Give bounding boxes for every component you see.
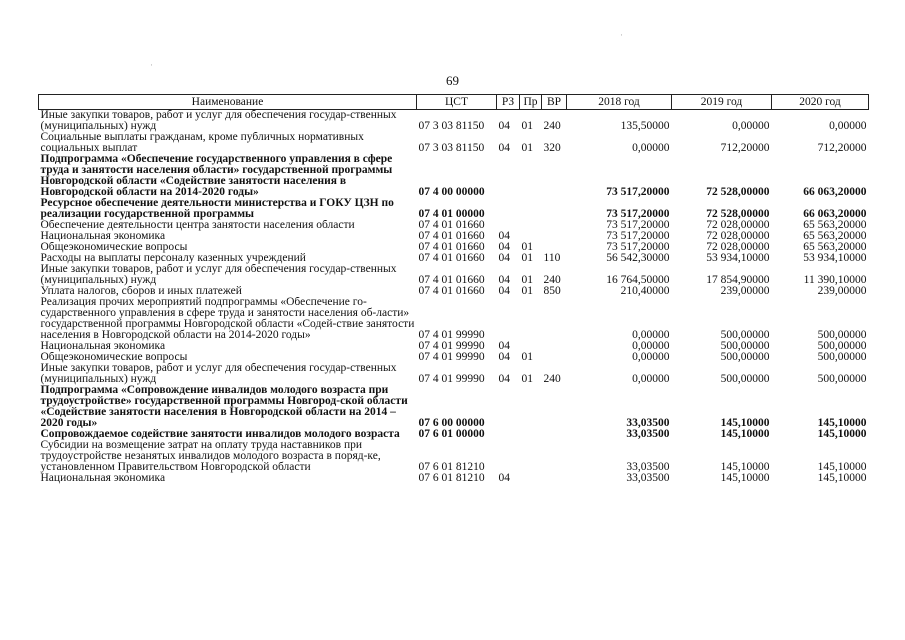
cell-rz: 04 — [498, 373, 510, 385]
cell-y2020: 145,10000 — [817, 417, 867, 429]
table-header-row — [39, 95, 869, 110]
cell-y2018: 56 542,30000 — [606, 253, 670, 264]
cell-name: Национальная экономика — [40, 473, 166, 484]
cell-y2019: 239,00000 — [720, 286, 770, 297]
cell-cst: 07 4 01 01660 — [418, 286, 485, 297]
cell-cst: 07 3 03 81150 — [418, 142, 485, 154]
cell-rz — [497, 154, 520, 198]
cell-rz: 04 — [498, 352, 510, 363]
cell-y2020: 500,00000 — [817, 341, 867, 352]
table-row — [39, 286, 869, 297]
cell-vr: 240 — [543, 373, 561, 385]
cell-name: Обеспечение деятельности центра занятости населения области — [40, 220, 355, 231]
cell-rz: 04 — [498, 142, 510, 154]
table-row — [39, 352, 869, 363]
header-rz: РЗ — [497, 95, 520, 110]
cell-cst: 07 3 03 81150 — [418, 120, 485, 132]
cell-y2018: 135,50000 — [620, 120, 670, 132]
cell-cst: 07 4 01 99990 — [418, 373, 485, 385]
cell-y2020: 53 934,10000 — [803, 253, 867, 264]
cell-name: Реализация прочих мероприятий подпрограммы «Обеспечение го-сударственного управления в сфере труда и занятости населения об-ласти» государственной программы Новгородской области «Содей-ствие занятости населения в Новгородской области на 2014-2020 годы» — [40, 297, 415, 341]
cell-rz — [497, 385, 520, 429]
table-row — [39, 253, 869, 264]
cell-name: Иные закупки товаров, работ и услуг для обеспечения государ-ственных (муниципальных) нужд — [40, 264, 397, 286]
cell-cst: 07 4 00 00000 — [418, 186, 485, 198]
cell-y2018: 73 517,20000 — [606, 186, 670, 198]
cell-y2019: 500,00000 — [720, 373, 770, 385]
cell-y2020: 66 063,20000 — [803, 208, 867, 220]
cell-rz: 04 — [498, 231, 510, 242]
cell-y2020: 65 563,20000 — [803, 220, 867, 231]
cell-y2019: 500,00000 — [720, 329, 770, 341]
cell-name: Национальная экономика — [40, 341, 166, 352]
cell-name: Подпрограмма «Обеспечение государственного управления в сфере труда и занятости населения области» государственной программы Новгородской области «Содействие занятости населения в Новгородской области на 2014-2020 годы» — [40, 154, 393, 198]
cell-name: Иные закупки товаров, работ и услуг для обеспечения государ-ственных (муниципальных) нужд — [40, 109, 397, 132]
cell-cst: 07 6 00 00000 — [418, 417, 485, 429]
table-row — [39, 231, 869, 242]
cell-vr: 320 — [543, 142, 561, 154]
cell-rz: 04 — [498, 286, 510, 297]
cell-name: Уплата налогов, сборов и иных платежей — [40, 286, 242, 297]
cell-name: Субсидии на возмещение затрат на оплату труда наставников при трудоустройстве незанятых инвалидов молодого возраста в поряд-ке, установленном Правительством Новгородской области — [40, 440, 381, 473]
cell-y2020: 145,10000 — [817, 429, 867, 440]
cell-cst: 07 4 01 01660 — [418, 253, 485, 264]
header-2020: 2020 год — [772, 95, 869, 110]
cell-y2019: 72 028,00000 — [706, 231, 770, 242]
cell-pr: 01 — [521, 142, 533, 154]
cell-y2019: 145,10000 — [720, 461, 770, 473]
cell-name: Ресурсное обеспечение деятельности министерства и ГОКУ ЦЗН по реализации государственной программы — [40, 198, 394, 220]
table-row — [39, 473, 869, 484]
table-row — [39, 341, 869, 352]
cell-y2018: 16 764,50000 — [606, 274, 670, 286]
cell-name: Расходы на выплаты персоналу казенных учреждений — [40, 253, 306, 264]
page-number: 69 — [446, 73, 459, 88]
cell-pr — [520, 440, 542, 473]
cell-rz: 04 — [498, 242, 510, 253]
table-row — [39, 363, 869, 385]
header-2018: 2018 год — [567, 95, 672, 110]
cell-vr: 850 — [543, 286, 561, 297]
cell-y2020: 145,10000 — [817, 461, 867, 473]
cell-pr: 01 — [521, 274, 533, 286]
cell-y2020: 500,00000 — [817, 352, 867, 363]
cell-name: Сопровождаемое содействие занятости инвалидов молодого возраста — [40, 429, 400, 440]
cell-vr: 110 — [543, 253, 561, 264]
cell-pr — [520, 429, 542, 440]
cell-y2020: 239,00000 — [817, 286, 867, 297]
table-row — [39, 110, 869, 133]
table-row — [39, 264, 869, 286]
cell-pr: 01 — [521, 253, 533, 264]
cell-cst: 07 6 01 00000 — [418, 429, 485, 440]
scan-mark: · — [150, 60, 153, 70]
cell-name: Общеэкономические вопросы — [40, 242, 188, 253]
cell-y2018: 33,03500 — [626, 461, 670, 473]
cell-pr — [520, 341, 542, 352]
cell-y2018: 73 517,20000 — [606, 208, 670, 220]
header-cst: ЦСТ — [417, 95, 497, 110]
cell-rz — [497, 429, 520, 440]
cell-vr — [542, 473, 567, 484]
cell-y2019: 500,00000 — [720, 352, 770, 363]
cell-y2018: 0,00000 — [632, 341, 670, 352]
cell-rz: 04 — [498, 253, 510, 264]
cell-cst: 07 4 01 99990 — [418, 329, 485, 341]
header-2019: 2019 год — [672, 95, 772, 110]
cell-y2018: 33,03500 — [626, 429, 670, 440]
cell-y2018: 0,00000 — [632, 142, 670, 154]
cell-pr — [520, 220, 542, 231]
cell-pr — [520, 154, 542, 198]
cell-name: Подпрограмма «Сопровождение инвалидов молодого возраста при трудоустройстве» государственной программы Новгород-ской области «Содействие занятости населения в Новгородской области на 2014 – 2020 годы» — [40, 385, 408, 429]
cell-cst: 07 4 01 99990 — [418, 341, 485, 352]
budget-table — [38, 94, 869, 484]
cell-name: Общеэкономические вопросы — [40, 352, 188, 363]
cell-cst: 07 4 01 01660 — [418, 242, 485, 253]
header-pr: Пр — [520, 95, 542, 110]
cell-vr — [542, 231, 567, 242]
table-row — [39, 198, 869, 220]
table-row — [39, 132, 869, 154]
table-row — [39, 440, 869, 473]
cell-pr: 01 — [521, 373, 533, 385]
cell-y2020: 500,00000 — [817, 329, 867, 341]
cell-cst: 07 6 01 81210 — [418, 461, 485, 473]
cell-y2018: 0,00000 — [632, 352, 670, 363]
cell-rz — [497, 198, 520, 220]
table-row — [39, 297, 869, 341]
cell-y2020: 11 390,10000 — [803, 274, 867, 286]
cell-cst: 07 6 01 81210 — [418, 473, 485, 484]
cell-y2018: 0,00000 — [632, 373, 670, 385]
cell-y2019: 72 028,00000 — [706, 242, 770, 253]
cell-y2020: 0,00000 — [829, 120, 867, 132]
cell-cst: 07 4 01 00000 — [418, 208, 485, 220]
cell-pr: 01 — [521, 120, 533, 132]
cell-y2018: 73 517,20000 — [606, 242, 670, 253]
cell-vr — [542, 154, 567, 198]
cell-cst: 07 4 01 01660 — [418, 231, 485, 242]
cell-y2018: 33,03500 — [626, 417, 670, 429]
cell-vr — [542, 429, 567, 440]
cell-pr — [520, 231, 542, 242]
table-row — [39, 242, 869, 253]
cell-name: Национальная экономика — [40, 231, 166, 242]
cell-y2019: 145,10000 — [720, 429, 770, 440]
cell-y2018: 0,00000 — [632, 329, 670, 341]
cell-cst: 07 4 01 99990 — [418, 352, 485, 363]
cell-y2019: 712,20000 — [720, 142, 770, 154]
cell-y2018: 33,03500 — [626, 473, 670, 484]
cell-y2018: 73 517,20000 — [606, 231, 670, 242]
table-row — [39, 385, 869, 429]
cell-y2019: 53 934,10000 — [706, 253, 770, 264]
cell-vr — [542, 385, 567, 429]
cell-pr: 01 — [521, 352, 533, 363]
cell-vr: 240 — [543, 274, 561, 286]
cell-name: Социальные выплаты гражданам, кроме публичных нормативных социальных выплат — [40, 132, 364, 154]
cell-rz: 04 — [498, 341, 510, 352]
cell-name: Иные закупки товаров, работ и услуг для обеспечения государ-ственных (муниципальных) нужд — [40, 363, 397, 385]
cell-rz: 04 — [498, 120, 510, 132]
header-vr: ВР — [542, 95, 567, 110]
cell-pr — [520, 473, 542, 484]
cell-y2018: 73 517,20000 — [606, 220, 670, 231]
cell-pr: 01 — [521, 242, 533, 253]
cell-y2019: 17 854,90000 — [706, 274, 770, 286]
cell-y2020: 65 563,20000 — [803, 242, 867, 253]
cell-y2020: 65 563,20000 — [803, 231, 867, 242]
cell-rz — [497, 440, 520, 473]
cell-rz — [497, 297, 520, 341]
cell-pr — [520, 297, 542, 341]
cell-y2019: 0,00000 — [732, 120, 770, 132]
cell-vr — [542, 220, 567, 231]
table-row — [39, 220, 869, 231]
cell-y2019: 72 528,00000 — [706, 186, 770, 198]
cell-pr: 01 — [521, 286, 533, 297]
cell-y2019: 72 528,00000 — [706, 208, 770, 220]
cell-vr — [542, 352, 567, 363]
cell-y2020: 66 063,20000 — [803, 186, 867, 198]
cell-y2020: 500,00000 — [817, 373, 867, 385]
cell-vr — [542, 440, 567, 473]
cell-rz — [497, 220, 520, 231]
cell-pr — [520, 385, 542, 429]
cell-cst: 07 4 01 01660 — [418, 220, 485, 231]
cell-y2019: 145,10000 — [720, 473, 770, 484]
cell-y2019: 145,10000 — [720, 417, 770, 429]
cell-cst: 07 4 01 01660 — [418, 274, 485, 286]
cell-rz: 04 — [498, 473, 510, 484]
table-row — [39, 154, 869, 198]
scan-mark: · — [620, 30, 623, 40]
cell-y2018: 210,40000 — [620, 286, 670, 297]
cell-vr — [542, 198, 567, 220]
cell-vr — [542, 341, 567, 352]
cell-rz: 04 — [498, 274, 510, 286]
cell-y2019: 500,00000 — [720, 341, 770, 352]
cell-y2020: 712,20000 — [817, 142, 867, 154]
cell-pr — [520, 198, 542, 220]
table-row — [39, 429, 869, 440]
cell-vr: 240 — [543, 120, 561, 132]
header-name: Наименование — [39, 95, 417, 110]
cell-y2020: 145,10000 — [817, 473, 867, 484]
cell-y2019: 72 028,00000 — [706, 220, 770, 231]
cell-vr — [542, 297, 567, 341]
cell-vr — [542, 242, 567, 253]
